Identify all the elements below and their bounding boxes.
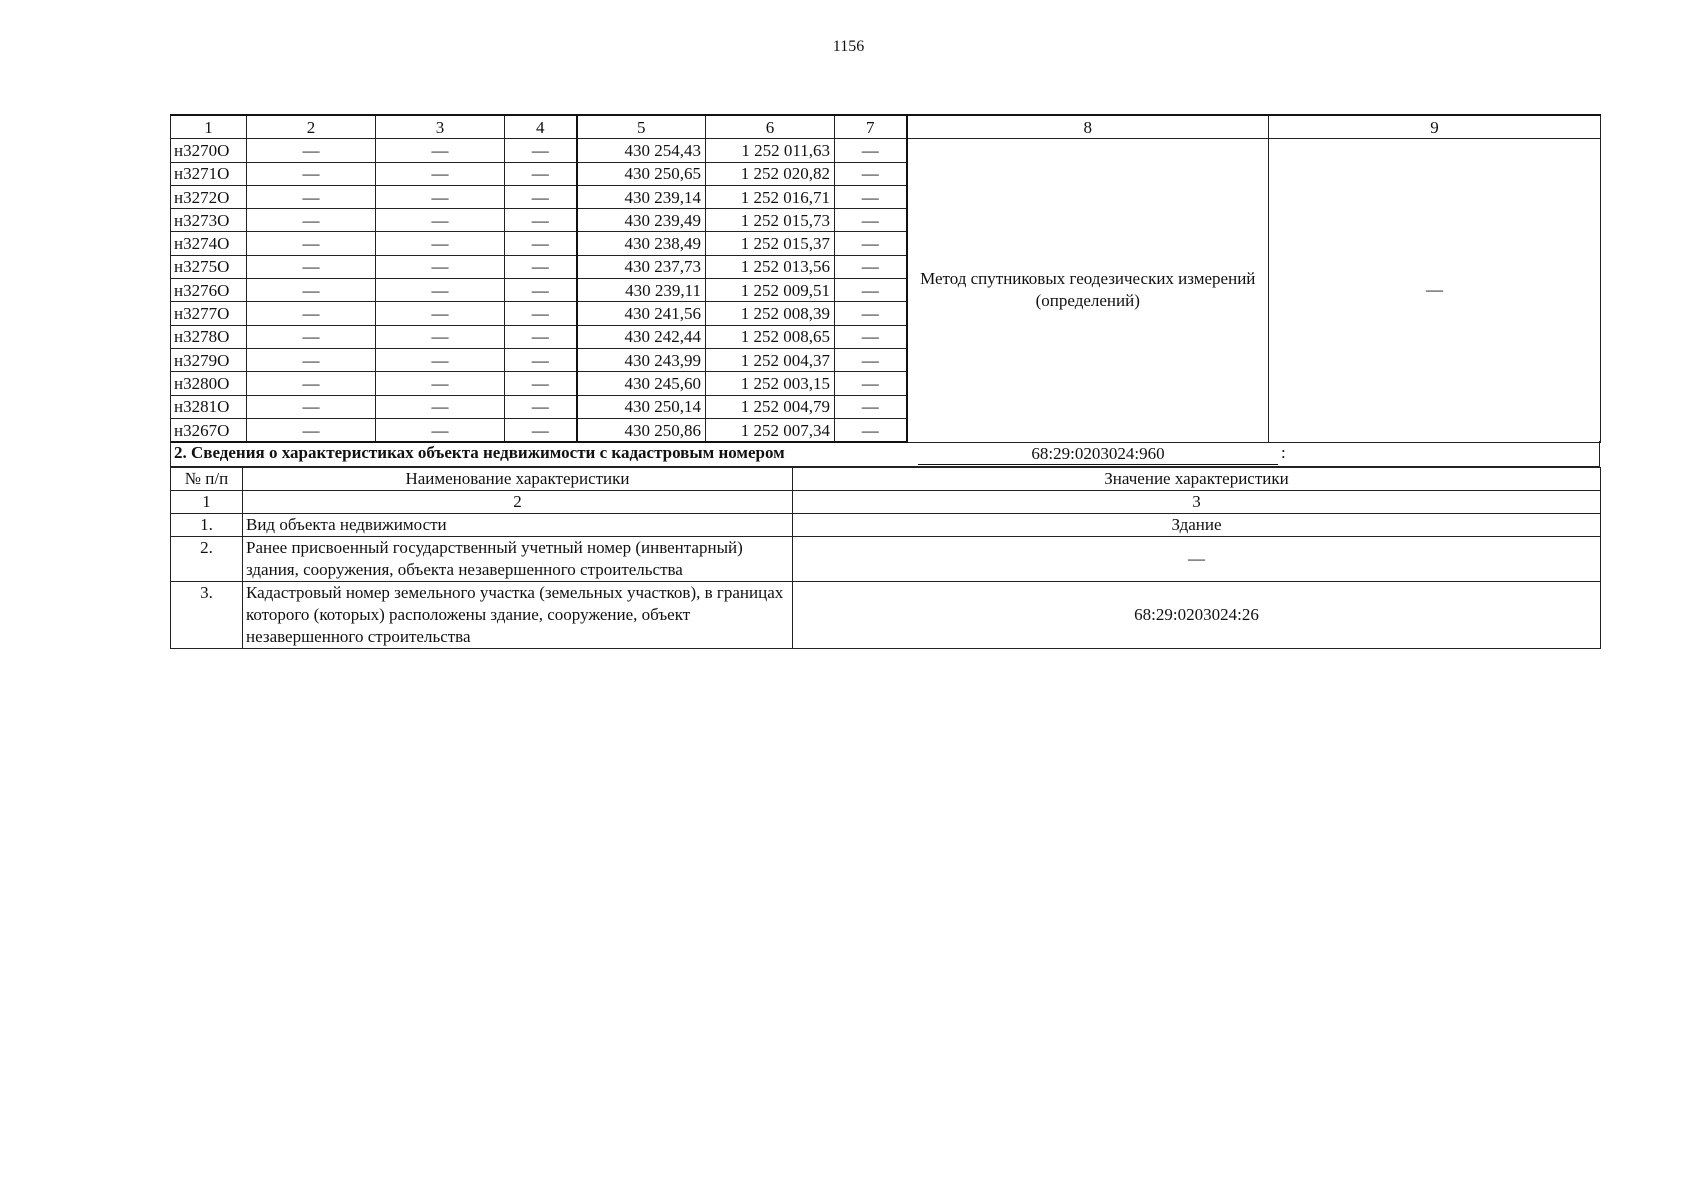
table-cell: — <box>376 325 505 348</box>
point-name: н3270О <box>171 139 247 162</box>
header-cell: 6 <box>706 115 835 139</box>
table-cell: — <box>835 255 907 278</box>
table-cell: — <box>505 395 577 418</box>
table-cell: — <box>505 302 577 325</box>
table-cell: — <box>247 209 376 232</box>
header-cell: 3 <box>376 115 505 139</box>
table-cell: — <box>376 139 505 162</box>
point-name: н3271О <box>171 162 247 185</box>
coordinate-y: 1 252 013,56 <box>706 255 835 278</box>
coordinate-x: 430 242,44 <box>577 325 706 348</box>
point-name: н3274О <box>171 232 247 255</box>
coordinate-x: 430 245,60 <box>577 372 706 395</box>
table-cell: — <box>376 279 505 302</box>
table-cell: — <box>505 372 577 395</box>
coordinate-y: 1 252 004,79 <box>706 395 835 418</box>
coordinate-y: 1 252 020,82 <box>706 162 835 185</box>
table-cell: — <box>376 348 505 371</box>
table-cell: — <box>505 255 577 278</box>
table-cell: — <box>835 139 907 162</box>
table-cell: — <box>835 325 907 348</box>
method-cell: Метод спутниковых геодезических измерений (определений) <box>907 139 1269 442</box>
point-name: н3267О <box>171 418 247 442</box>
coordinate-x: 430 241,56 <box>577 302 706 325</box>
table-cell: — <box>376 209 505 232</box>
characteristic-value: — <box>793 537 1601 582</box>
coordinate-x: 430 250,65 <box>577 162 706 185</box>
point-name: н3275О <box>171 255 247 278</box>
coordinates-header-row <box>171 115 1601 139</box>
table-cell: — <box>835 395 907 418</box>
characteristic-value: Здание <box>793 514 1601 537</box>
point-name: н3272О <box>171 185 247 208</box>
characteristic-name: Ранее присвоенный государственный учетный номер (инвентарный) здания, сооружения, объекта незавершенного строительства <box>243 537 793 582</box>
table-cell: — <box>835 162 907 185</box>
header-cell: Значение характеристики <box>793 468 1601 491</box>
point-name: н3279О <box>171 348 247 371</box>
table-cell: — <box>376 162 505 185</box>
row-number: 2. <box>171 537 243 582</box>
point-name: н3281О <box>171 395 247 418</box>
table-row <box>171 139 1601 162</box>
table-cell: — <box>376 302 505 325</box>
table-cell: — <box>505 418 577 442</box>
column-number: 3 <box>793 491 1601 514</box>
table-cell: — <box>505 325 577 348</box>
header-cell: 8 <box>907 115 1269 139</box>
column9-cell: — <box>1269 139 1601 442</box>
coordinate-y: 1 252 004,37 <box>706 348 835 371</box>
point-name: н3280О <box>171 372 247 395</box>
column-number-row <box>171 491 1601 514</box>
coordinate-y: 1 252 009,51 <box>706 279 835 302</box>
coordinate-y: 1 252 015,73 <box>706 209 835 232</box>
table-cell: — <box>505 232 577 255</box>
table-row <box>171 537 1601 582</box>
table-cell: — <box>835 348 907 371</box>
point-name: н3277О <box>171 302 247 325</box>
coordinate-x: 430 250,14 <box>577 395 706 418</box>
header-cell: 1 <box>171 115 247 139</box>
table-cell: — <box>835 372 907 395</box>
row-number: 1. <box>171 514 243 537</box>
page-number: 1156 <box>832 38 865 55</box>
coordinate-x: 430 243,99 <box>577 348 706 371</box>
table-cell: — <box>505 139 577 162</box>
header-cell: № п/п <box>171 468 243 491</box>
table-cell: — <box>247 395 376 418</box>
header-cell: 9 <box>1269 115 1601 139</box>
coordinate-x: 430 237,73 <box>577 255 706 278</box>
column-number: 1 <box>171 491 243 514</box>
table-cell: — <box>247 302 376 325</box>
table-cell: — <box>376 395 505 418</box>
table-cell: — <box>247 185 376 208</box>
characteristics-table <box>170 467 1601 649</box>
coordinate-x: 430 254,43 <box>577 139 706 162</box>
table-cell: — <box>376 232 505 255</box>
table-cell: — <box>376 255 505 278</box>
table-cell: — <box>247 139 376 162</box>
header-cell: 5 <box>577 115 706 139</box>
point-name: н3273О <box>171 209 247 232</box>
coordinate-x: 430 239,49 <box>577 209 706 232</box>
table-cell: — <box>505 162 577 185</box>
table-cell: — <box>376 185 505 208</box>
characteristic-name: Вид объекта недвижимости <box>243 514 793 537</box>
table-cell: — <box>505 348 577 371</box>
coordinate-x: 430 250,86 <box>577 418 706 442</box>
table-cell: — <box>247 348 376 371</box>
table-row <box>171 582 1601 649</box>
table-cell: — <box>247 279 376 302</box>
table-cell: — <box>835 279 907 302</box>
coordinate-x: 430 238,49 <box>577 232 706 255</box>
section-2-heading <box>170 441 1600 467</box>
coordinate-y: 1 252 011,63 <box>706 139 835 162</box>
table-cell: — <box>505 279 577 302</box>
cadastral-number: 68:29:0203024:960 <box>918 443 1278 465</box>
coordinate-y: 1 252 003,15 <box>706 372 835 395</box>
table-cell: — <box>835 302 907 325</box>
point-name: н3276О <box>171 279 247 302</box>
table-cell: — <box>247 325 376 348</box>
characteristic-name: Кадастровый номер земельного участка (земельных участков), в границах которого (которых) расположены здание, сооружение, объект незавершенного строительства <box>243 582 793 649</box>
coordinate-x: 430 239,11 <box>577 279 706 302</box>
table-cell: — <box>835 418 907 442</box>
point-name: н3278О <box>171 325 247 348</box>
table-cell: — <box>247 162 376 185</box>
colon: : <box>1281 443 1286 462</box>
table-cell: — <box>376 372 505 395</box>
column-number: 2 <box>243 491 793 514</box>
coordinate-y: 1 252 016,71 <box>706 185 835 208</box>
table-cell: — <box>505 185 577 208</box>
table-cell: — <box>835 185 907 208</box>
coordinate-y: 1 252 008,39 <box>706 302 835 325</box>
characteristic-value: 68:29:0203024:26 <box>793 582 1601 649</box>
coordinate-y: 1 252 008,65 <box>706 325 835 348</box>
characteristics-header-row <box>171 468 1601 491</box>
header-cell: 7 <box>835 115 907 139</box>
header-cell: 4 <box>505 115 577 139</box>
table-cell: — <box>247 255 376 278</box>
header-cell: 2 <box>247 115 376 139</box>
table-cell: — <box>247 418 376 442</box>
coordinate-y: 1 252 007,34 <box>706 418 835 442</box>
coordinates-table <box>170 114 1601 443</box>
table-row <box>171 514 1601 537</box>
row-number: 3. <box>171 582 243 649</box>
table-cell: — <box>505 209 577 232</box>
header-cell: Наименование характеристики <box>243 468 793 491</box>
coordinate-y: 1 252 015,37 <box>706 232 835 255</box>
coordinate-x: 430 239,14 <box>577 185 706 208</box>
table-cell: — <box>835 209 907 232</box>
section-title: 2. Сведения о характеристиках объекта недвижимости с кадастровым номером <box>174 443 785 462</box>
table-cell: — <box>247 372 376 395</box>
table-cell: — <box>376 418 505 442</box>
table-cell: — <box>835 232 907 255</box>
table-cell: — <box>247 232 376 255</box>
